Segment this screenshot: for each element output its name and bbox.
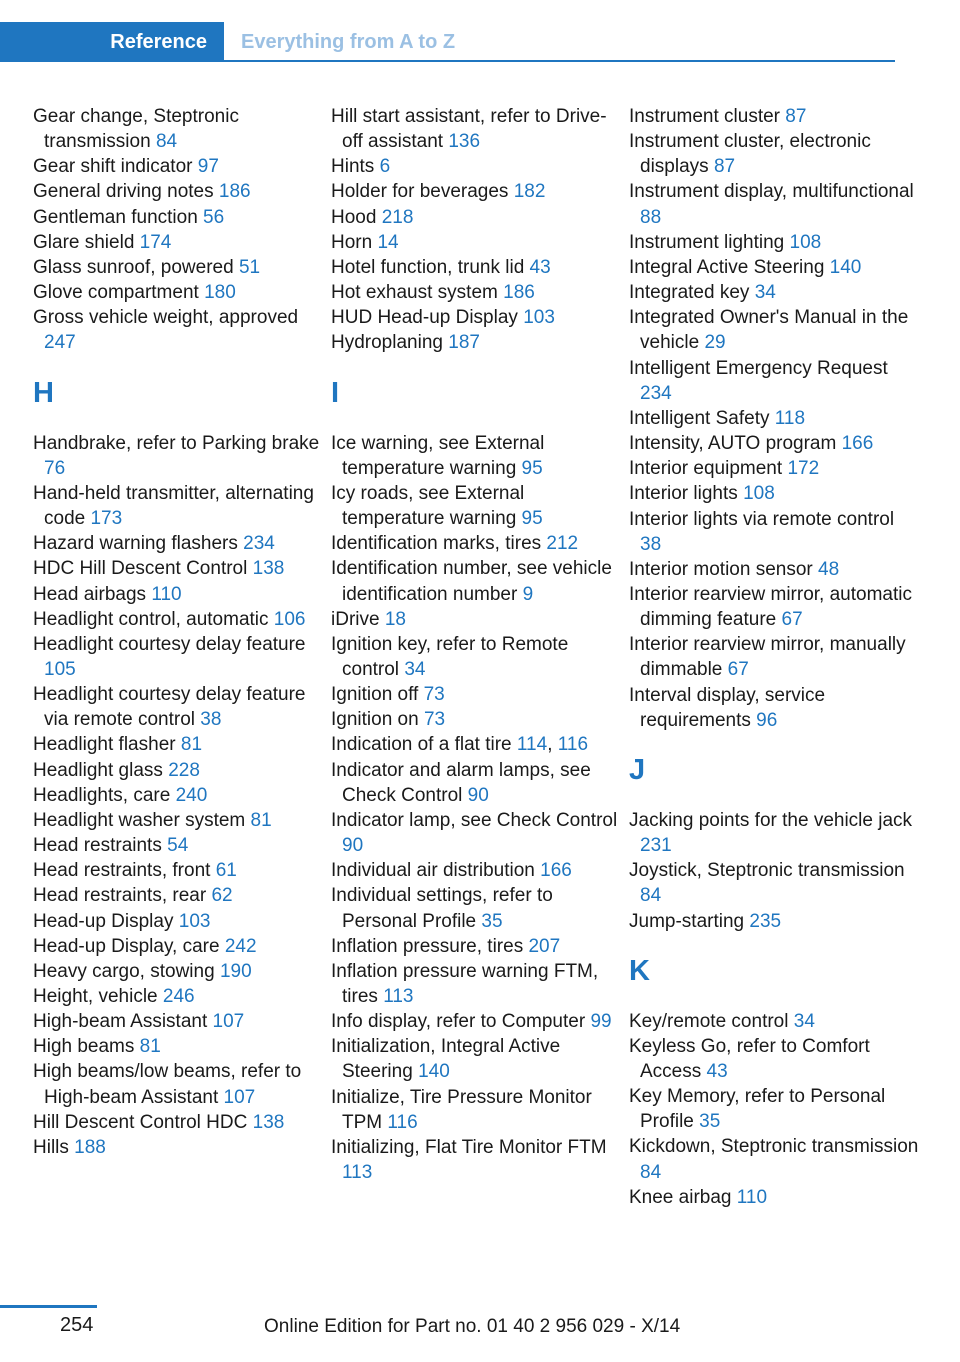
- page-header: [0, 22, 895, 62]
- index-entry-term: Hill start assistant, refer to Drive-off assistant: [331, 106, 607, 153]
- index-entry: [331, 330, 621, 355]
- page-reference-link[interactable]: 231: [640, 835, 672, 857]
- page-reference-link[interactable]: 108: [743, 483, 775, 505]
- page-reference-link[interactable]: 106: [273, 608, 306, 630]
- page-reference-link[interactable]: 110: [736, 1186, 768, 1208]
- page-reference-link[interactable]: 207: [528, 935, 561, 957]
- index-entry-term: iDrive: [331, 608, 380, 630]
- index-entry-term: HUD Head-up Display: [331, 307, 518, 329]
- index-column-1: [33, 104, 323, 1160]
- page-reference-link[interactable]: 38: [640, 533, 662, 555]
- index-entry: [33, 632, 323, 682]
- page-reference-link[interactable]: 136: [448, 131, 481, 153]
- index-entry: [331, 556, 621, 606]
- page-reference-link[interactable]: 90: [467, 784, 489, 806]
- page-reference-link[interactable]: 9: [522, 583, 534, 605]
- page-reference-link[interactable]: 14: [377, 231, 399, 253]
- page-reference-link[interactable]: 97: [197, 156, 219, 178]
- index-entry-term: Interval display, service requirements: [629, 684, 826, 731]
- page-reference-link[interactable]: 188: [74, 1136, 106, 1158]
- index-entry: [629, 356, 919, 406]
- index-entry: [33, 682, 323, 732]
- index-entry: [331, 1009, 621, 1034]
- index-entry: [629, 305, 919, 355]
- index-entry-term: Key Memory, refer to Personal Profile: [629, 1086, 886, 1133]
- page-reference-link[interactable]: 113: [342, 1162, 373, 1184]
- index-entry-term: Instrument cluster: [629, 106, 780, 127]
- index-entry: [629, 683, 919, 733]
- index-entry: [629, 582, 919, 632]
- page-reference-link[interactable]: 212: [546, 533, 579, 555]
- index-entry-term: Info display, refer to Computer: [331, 1011, 586, 1033]
- index-entry: [331, 858, 621, 883]
- index-entry: [629, 280, 919, 305]
- page-reference-link[interactable]: 67: [781, 609, 803, 631]
- index-entry: [629, 129, 919, 179]
- page-reference-link[interactable]: 103: [523, 307, 555, 329]
- page-reference-link[interactable]: 105: [44, 658, 76, 680]
- index-entry-term: Glove compartment: [33, 282, 199, 304]
- index-entry-term: Individual settings, refer to Personal Profile: [331, 885, 553, 932]
- index-entry: [629, 431, 919, 456]
- index-entry: [33, 1009, 323, 1034]
- page-reference-link[interactable]: 35: [699, 1111, 721, 1133]
- index-entry-term: Icy roads, see External temperature warning: [331, 482, 525, 530]
- index-entry: [331, 154, 621, 179]
- index-entry: Indication of a flat tire 114, 116: [331, 734, 589, 756]
- page-reference-link[interactable]: 81: [139, 1036, 161, 1058]
- index-entry: [33, 1034, 323, 1059]
- page-reference-link[interactable]: 140: [418, 1061, 450, 1083]
- index-entry: [33, 883, 323, 908]
- index-entry: [331, 1034, 621, 1084]
- index-entry-term: Head-up Display, care: [33, 935, 220, 957]
- page-reference-link[interactable]: 107: [223, 1086, 256, 1108]
- index-entry: [629, 481, 919, 506]
- page-reference-link[interactable]: 242: [224, 935, 257, 957]
- index-entry: [33, 984, 323, 1009]
- index-entry-term: Integral Active Steering: [629, 256, 825, 278]
- index-entry: [33, 556, 323, 581]
- page-reference-link[interactable]: 234: [243, 533, 275, 555]
- index-entry: [33, 858, 323, 883]
- index-entry: [331, 255, 621, 280]
- index-entry: [33, 732, 323, 757]
- index-entry-term: Headlight glass: [33, 759, 163, 781]
- index-entry: [331, 682, 621, 707]
- index-entry: [629, 255, 919, 280]
- index-letter-heading: I: [331, 376, 340, 409]
- page-reference-link[interactable]: 29: [704, 332, 726, 354]
- index-entry-term: Indicator lamp, see Check Control: [331, 809, 618, 831]
- index-letter-heading: K: [629, 954, 650, 987]
- index-entry-term: Hand-held transmitter, alternating code: [33, 482, 314, 530]
- page-reference-link[interactable]: 172: [787, 458, 820, 480]
- page-reference-link[interactable]: 18: [384, 608, 406, 630]
- index-entry-term: Integrated key: [629, 282, 750, 304]
- index-entry-term: High beams: [33, 1036, 135, 1058]
- page-reference-link[interactable]: 38: [200, 709, 222, 731]
- index-entry: [331, 959, 621, 1009]
- index-entry-term: High beams/low beams, refer to High-beam Assistant: [33, 1061, 302, 1108]
- index-entry-term: Heavy cargo, stowing: [33, 960, 215, 982]
- index-entry: [33, 783, 323, 808]
- edition-note: Online Edition for Part no. 01 40 2 956 029 - X/14: [264, 1316, 681, 1337]
- index-entry-term: Intelligent Emergency Request: [629, 357, 888, 379]
- index-entry-term: Headlight control, automatic: [33, 608, 269, 630]
- page-reference-link[interactable]: 87: [785, 106, 807, 127]
- index-entry: [629, 1134, 919, 1184]
- index-entry-term: Hood: [331, 206, 377, 228]
- page-reference-link[interactable]: 107: [212, 1011, 245, 1033]
- index-entry: [629, 632, 919, 682]
- page-number: 254: [60, 1314, 94, 1336]
- page-reference-link[interactable]: 247: [44, 332, 76, 354]
- index-entry-term: Hill Descent Control HDC: [33, 1111, 248, 1133]
- index-entry: [629, 507, 919, 557]
- page-reference-link[interactable]: 61: [215, 860, 237, 882]
- page-reference-link[interactable]: 84: [155, 131, 178, 153]
- page-reference-link[interactable]: 43: [706, 1061, 728, 1082]
- index-entry-term: Interior rearview mirror, automatic dimming feature: [629, 583, 912, 631]
- index-entry-term: Head-up Display: [33, 910, 174, 932]
- index-entry: [33, 959, 323, 984]
- index-entry: [331, 758, 621, 808]
- index-entry: [331, 808, 621, 858]
- page-reference-link[interactable]: 90: [342, 835, 364, 857]
- page-reference-link[interactable]: 240: [175, 784, 208, 806]
- index-entry: [629, 909, 919, 934]
- index-entry-term: Headlight washer system: [33, 809, 246, 831]
- page-reference-link[interactable]: 138: [252, 558, 285, 580]
- page-reference-link[interactable]: 95: [521, 508, 543, 530]
- index-entry-term: General driving notes: [33, 181, 214, 203]
- index-entry: [33, 104, 323, 154]
- page-reference-link[interactable]: 96: [756, 709, 778, 731]
- index-entry: [331, 179, 621, 204]
- index-entry-term: Inflation pressure warning FTM, tires: [331, 960, 599, 1007]
- page-reference-link[interactable]: 246: [162, 986, 195, 1007]
- page-reference-link[interactable]: 81: [250, 809, 272, 831]
- page-reference-link[interactable]: 56: [203, 206, 225, 228]
- index-entry: [629, 808, 919, 858]
- page-reference-link[interactable]: 187: [448, 332, 480, 354]
- page-reference-link[interactable]: 166: [841, 433, 874, 455]
- page-reference-link[interactable]: 173: [90, 508, 123, 530]
- index-entry-term: Indicator and alarm lamps, see Check Control: [331, 759, 591, 806]
- index-entry-term: Interior motion sensor: [629, 558, 813, 580]
- index-entry-term: Hills: [33, 1136, 69, 1158]
- index-entry-term: Headlight courtesy delay feature: [33, 633, 306, 655]
- index-entry-term: Glare shield: [33, 231, 135, 253]
- footer-divider: [0, 1305, 97, 1308]
- index-entry-term: High-beam Assistant: [33, 1011, 208, 1033]
- index-entry: [33, 808, 323, 833]
- index-entry: [331, 1085, 621, 1135]
- index-entry: [33, 934, 323, 959]
- index-entry-term: Hydroplaning: [331, 332, 443, 354]
- index-entry-term: Height, vehicle: [33, 986, 158, 1007]
- page-reference-link[interactable]: 84: [640, 885, 662, 907]
- index-entry-term: Interior lights via remote control: [629, 508, 895, 530]
- page-reference-link[interactable]: 218: [381, 206, 414, 228]
- index-entry: [33, 833, 323, 858]
- index-entry: [33, 758, 323, 783]
- index-entry-term: Handbrake, refer to Parking brake: [33, 432, 320, 454]
- page-reference-link[interactable]: 54: [167, 835, 189, 857]
- page-reference-link[interactable]: 76: [44, 457, 66, 479]
- page-reference-link[interactable]: 35: [481, 910, 503, 932]
- page-reference-link[interactable]: 138: [252, 1111, 285, 1133]
- index-entry-term: Hints: [331, 156, 375, 178]
- index-entry: [331, 431, 621, 481]
- index-entry-term: Headlight courtesy delay feature via remote control: [33, 684, 306, 731]
- index-entry: [331, 607, 621, 632]
- index-entry-term: Gross vehicle weight, approved: [33, 307, 299, 329]
- index-entry-term: Intensity, AUTO program: [629, 433, 837, 455]
- page-reference-link[interactable]: 34: [754, 282, 776, 304]
- index-entry-term: Head restraints, front: [33, 860, 211, 882]
- index-entry: [33, 431, 323, 481]
- index-entry: [33, 1059, 323, 1109]
- index-entry: [331, 104, 621, 154]
- page-reference-link[interactable]: 108: [789, 231, 822, 253]
- index-entry-term: Interior rearview mirror, manually dimmable: [629, 634, 906, 681]
- index-entry: [629, 1009, 919, 1034]
- page-reference-link[interactable]: 234: [640, 382, 672, 404]
- page-reference-link[interactable]: 73: [423, 709, 446, 731]
- page-reference-link[interactable]: 43: [529, 256, 551, 278]
- index-entry-term: Gear shift indicator: [33, 156, 193, 178]
- index-entry-term: Knee airbag: [629, 1186, 732, 1208]
- index-entry-term: Gentleman function: [33, 206, 198, 228]
- page-reference-link[interactable]: 113: [383, 986, 414, 1007]
- index-entry: [629, 406, 919, 431]
- index-entry-term: Jacking points for the vehicle jack: [629, 809, 913, 831]
- page-reference-link[interactable]: 88: [640, 206, 662, 228]
- index-entry: [33, 582, 323, 607]
- index-entry: [33, 909, 323, 934]
- index-entry-term: Identification number, see vehicle identification number: [331, 558, 612, 605]
- index-entry: [331, 205, 621, 230]
- page-reference-link[interactable]: 99: [590, 1011, 612, 1033]
- index-entry-term: Individual air distribution: [331, 860, 535, 882]
- index-entry-term: Instrument lighting: [629, 231, 785, 253]
- index-entry: [629, 456, 919, 481]
- index-entry: [629, 1034, 919, 1084]
- index-entry-term: Joystick, Steptronic transmission: [629, 860, 905, 882]
- index-entry-term: Initializing, Flat Tire Monitor FTM: [331, 1136, 607, 1158]
- index-entry: [331, 1135, 621, 1185]
- index-entry-term: Hotel function, trunk lid: [331, 256, 525, 278]
- page-reference-link[interactable]: 62: [211, 885, 233, 907]
- index-entry: [33, 179, 323, 204]
- page-reference-link[interactable]: 235: [749, 910, 782, 932]
- page-reference-link[interactable]: 67: [727, 659, 749, 681]
- index-entry: [629, 230, 919, 255]
- index-entry: [33, 305, 323, 355]
- page-reference-link[interactable]: 81: [180, 734, 203, 756]
- index-entry-term: Interior equipment: [629, 458, 783, 480]
- index-entry: [331, 481, 621, 531]
- index-entry-term: Kickdown, Steptronic transmission: [629, 1136, 919, 1158]
- page-reference-link[interactable]: 182: [513, 181, 546, 203]
- index-entry: [629, 1084, 919, 1134]
- index-entry-term: Intelligent Safety: [629, 407, 770, 429]
- section-tab-reference[interactable]: Reference: [0, 22, 224, 62]
- header-divider: [224, 60, 895, 62]
- index-entry: [33, 1135, 323, 1160]
- index-entry: [331, 280, 621, 305]
- page-reference-link[interactable]: 34: [404, 658, 426, 680]
- index-entry-term: Instrument display, multifunctional: [629, 181, 914, 203]
- index-entry: [629, 858, 919, 908]
- index-entry-term: Indication of a flat tire: [331, 734, 512, 756]
- page-reference-link[interactable]: 114: [516, 734, 548, 756]
- index-entry: [331, 934, 621, 959]
- index-entry-term: Integrated Owner's Manual in the vehicle: [629, 307, 909, 354]
- index-entry: [331, 883, 621, 933]
- section-tab-everything-a-to-z[interactable]: Everything from A to Z: [241, 31, 456, 53]
- page-reference-link[interactable]: 116: [557, 734, 589, 756]
- index-entry: [33, 205, 323, 230]
- index-entry-term: Interior lights: [629, 483, 738, 505]
- page-reference-link[interactable]: 103: [178, 910, 211, 932]
- index-entry: [33, 531, 323, 556]
- page-reference-link[interactable]: 87: [713, 156, 736, 178]
- index-entry-term: Horn: [331, 231, 373, 253]
- index-entry: [33, 280, 323, 305]
- page-reference-link[interactable]: 166: [540, 860, 572, 882]
- index-entry: [629, 557, 919, 582]
- index-entry-term: Jump-starting: [629, 910, 745, 932]
- index-entry: [33, 1110, 323, 1135]
- index-letter-heading: H: [33, 376, 54, 409]
- page-reference-link[interactable]: 51: [238, 256, 261, 278]
- index-entry: [331, 531, 621, 556]
- page-reference-link[interactable]: 95: [521, 457, 543, 479]
- index-entry: [629, 179, 919, 229]
- index-entry-term: Hot exhaust system: [331, 282, 498, 304]
- index-entry: [33, 481, 323, 531]
- index-entry-term: Keyless Go, refer to Comfort Access: [629, 1035, 870, 1082]
- index-entry-term: Ignition on: [331, 709, 419, 731]
- index-entry-term: Key/remote control: [629, 1010, 789, 1032]
- index-entry: [331, 230, 621, 255]
- index-entry-term: Instrument cluster, electronic displays: [629, 131, 871, 178]
- index-entry-term: Glass sunroof, powered: [33, 256, 234, 278]
- index-entry-term: Gear change, Steptronic transmission: [33, 106, 239, 153]
- index-entry-term: Initialization, Integral Active Steering: [331, 1036, 561, 1083]
- page-reference-link[interactable]: 118: [774, 407, 806, 429]
- index-column-2: [331, 104, 621, 1185]
- index-letter-heading: J: [629, 753, 646, 786]
- index-entry-term: Holder for beverages: [331, 181, 509, 203]
- page-reference-link[interactable]: 116: [387, 1111, 418, 1133]
- page-reference-link[interactable]: 140: [829, 256, 862, 278]
- index-entry: [629, 1185, 919, 1210]
- index-entry-term: Ignition key, refer to Remote control: [331, 633, 569, 680]
- index-entry-term: Identification marks, tires: [331, 533, 542, 555]
- page-reference-link[interactable]: 180: [204, 282, 236, 304]
- index-entry: [629, 104, 919, 129]
- index-entry-term: Headlights, care: [33, 784, 171, 806]
- page-reference-link[interactable]: 73: [423, 684, 445, 706]
- page-reference-link[interactable]: 186: [218, 181, 251, 203]
- index-entry-term: Head airbags: [33, 583, 147, 605]
- index-entry-term: Headlight flasher: [33, 734, 176, 756]
- index-column-3: [629, 104, 919, 1210]
- index-entry: [33, 230, 323, 255]
- index-entry-term: Ignition off: [331, 684, 419, 706]
- index-entry: [33, 154, 323, 179]
- index-entry-term: Initialize, Tire Pressure Monitor TPM: [331, 1086, 592, 1133]
- page-reference-link[interactable]: 110: [151, 583, 182, 605]
- index-entry-term: Head restraints: [33, 835, 162, 857]
- index-entry-term: Ice warning, see External temperature warning: [331, 432, 545, 479]
- index-entry-term: HDC Hill Descent Control: [33, 558, 248, 580]
- page-reference-link[interactable]: 186: [503, 282, 535, 304]
- index-entry: [331, 305, 621, 330]
- index-entry: [331, 707, 621, 732]
- page-reference-link[interactable]: 190: [219, 960, 252, 982]
- page-reference-link[interactable]: 174: [139, 231, 172, 253]
- index-entry-term: Inflation pressure, tires: [331, 935, 524, 957]
- index-entry-term: Hazard warning flashers: [33, 533, 238, 555]
- index-entry: [33, 607, 323, 632]
- page-reference-link[interactable]: 84: [640, 1161, 662, 1183]
- page-reference-link[interactable]: 34: [793, 1010, 815, 1032]
- index-entry-term: Head restraints, rear: [33, 885, 207, 907]
- page-reference-link[interactable]: 228: [168, 759, 200, 781]
- index-entry: [331, 632, 621, 682]
- index-entry: [33, 255, 323, 280]
- page-reference-link[interactable]: 6: [379, 156, 391, 178]
- page-reference-link[interactable]: 48: [818, 558, 840, 580]
